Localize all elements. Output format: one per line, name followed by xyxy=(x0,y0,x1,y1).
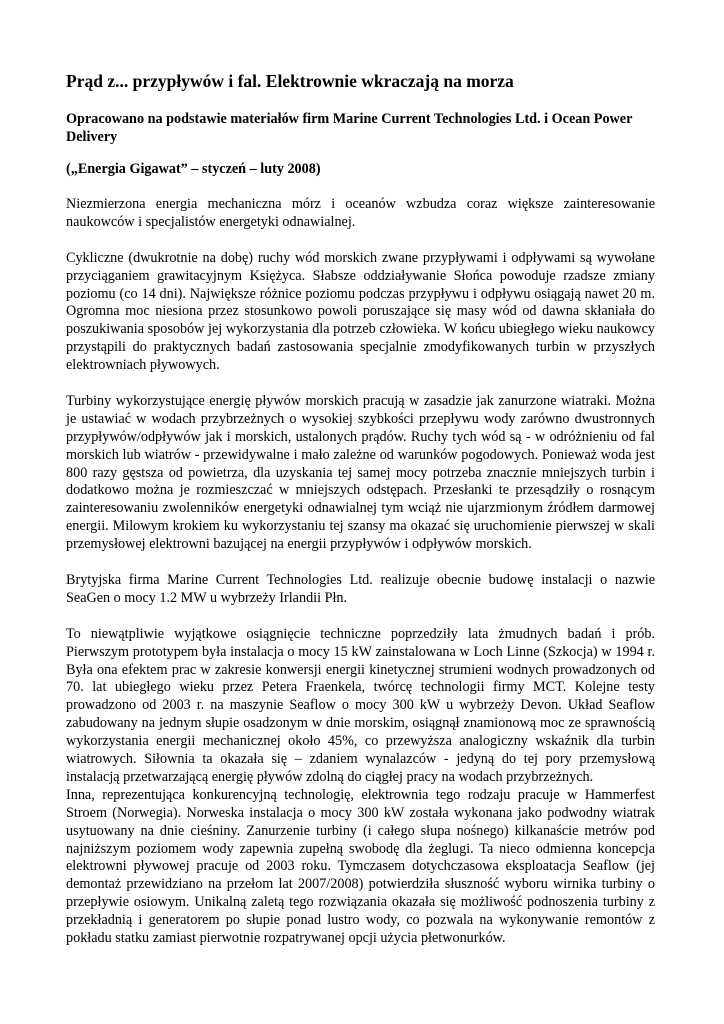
document-content xyxy=(66,70,655,948)
paragraph-norway: Inna, reprezentująca konkurencyjną technologię, elektrownia tego rodzaju pracuje w Hammerfest Stroem (Norwegia). Norweska instalacja o mocy 300 kW została wykonana jako podwodny wiatrak usytuowany na dnie cieśniny. Zanurzenie turbiny (i całego słupa nośnego) kilkanaście metrów pod najniższym poziomem wody zapewnia zupełną swobodę dla żeglugi. Ta nieco odmienna koncepcja elektrowni pływowej pracuje od 2003 roku. Tymczasem dotychczasowa eksploatacja Seaflow (jej demontaż przewidziano na przełom lat 2007/2008) potwierdziła słuszność wyboru wirnika turbiny o przepływie osiowym. Unikalną zaletą tego rozwiązania okazała się możliwość podnoszenia turbiny z przekładnią i generatorem po słupie ponad lustro wody, co pozwala na wykonywanie remontów z pokładu statku zamiast pierwotnie rozpatrywanej opcji użycia płetwonurków. xyxy=(66,786,655,947)
paragraph-turbines: Turbiny wykorzystujące energię pływów morskich pracują w zasadzie jak zanurzone wiatraki. Można je ustawiać w wodach przybrzeżnych o wysokiej szybkości przepływu wody zarówno dwustronnych przypływów/odpływów jak i morskich, ustalonych prądów. Ruchy tych wód są - w odróżnieniu od fal morskich lub wiatrów - przewidywalne i mało zależne od warunków pogodowych. Ponieważ woda jest 800 razy gęstsza od powietrza, dla uzyskania tej samej mocy potrzeba znacznie mniejszych turbin i dodatkowo można je rozmieszczać w mniejszych odstępach. Przesłanki te przesądziły o rosnącym zainteresowaniu zwolenników energetyki odnawialnej tym wciąż nie ujarzmionym źródłem darmowej energii. Milowym krokiem ku wykorzystaniu tej szansy ma okazać się uruchomienie pierwszej w skali przemysłowej elektrowni bazującej na energii przypływów i odpływów morskich. xyxy=(66,392,655,553)
document-subtitle: Opracowano na podstawie materiałów firm Marine Current Technologies Ltd. i Ocean Power Delivery xyxy=(66,111,633,145)
page-title: Prąd z... przypływów i fal. Elektrownie wkraczają na morza xyxy=(66,71,514,91)
paragraph-intro: Niezmierzona energia mechaniczna mórz i oceanów wzbudza coraz większe zainteresowanie naukowców i specjalistów energetyki odnawialnej. xyxy=(66,196,655,230)
paragraph-seagen: Brytyjska firma Marine Current Technologies Ltd. realizuje obecnie budowę instalacji o nazwie SeaGen o mocy 1.2 MW u wybrzeży Irlandii Płn. xyxy=(66,571,655,606)
source-citation: („Energia Gigawat” – styczeń – luty 2008) xyxy=(66,161,321,177)
paragraph-history: To niewątpliwie wyjątkowe osiągnięcie techniczne poprzedziły lata żmudnych badań i prób. Pierwszym prototypem była instalacja o mocy 15 kW zainstalowana w Loch Linne (Szkocja) w 1994 r. Była ona efektem prac w zakresie konwersji energii kinetycznej strumieni wodnych prowadzonych od 70. lat ubiegłego wieku przez Petera Fraenkela, twórcę technologii firmy MCT. Kolejne testy prowadzono od 2003 r. na maszynie Seaflow o mocy 300 kW u wybrzeży Devon. Układ Seaflow zabudowany na jednym słupie osadzonym w dnie morskim, osiągnął znamionową moc ze sprawnością wykorzystania energii mechanicznej około 45%, co przewyższa analogiczny wskaźnik dla turbin wiatrowych. Siłownia ta okazała się – zdaniem wynalazców - jedyną do tej pory przemysłową instalacją przetwarzającą energię pływów zdolną do ciągłej pracy na wodach przybrzeżnych. xyxy=(66,625,655,785)
paragraph-tides: Cykliczne (dwukrotnie na dobę) ruchy wód morskich zwane przypływami i odpływami są wywołane przyciąganiem grawitacyjnym Księżyca. Słabsze oddziaływanie Słońca powoduje rzadsze zmiany poziomu (co 14 dni). Największe różnice poziomu podczas przypływu i odpływu osiągają nawet 20 m. Ogromna moc niesiona przez stosunkowo powoli poruszające się masy wód od dawna skłaniała do poszukiwania sposobów jej wykorzystania dla potrzeb człowieka. W końcu ubiegłego wieku naukowcy przystąpili do praktycznych badań zastosowania specjalnie zmodyfikowanych turbin w przyszłych elektrowniach pływowych. xyxy=(66,249,655,374)
